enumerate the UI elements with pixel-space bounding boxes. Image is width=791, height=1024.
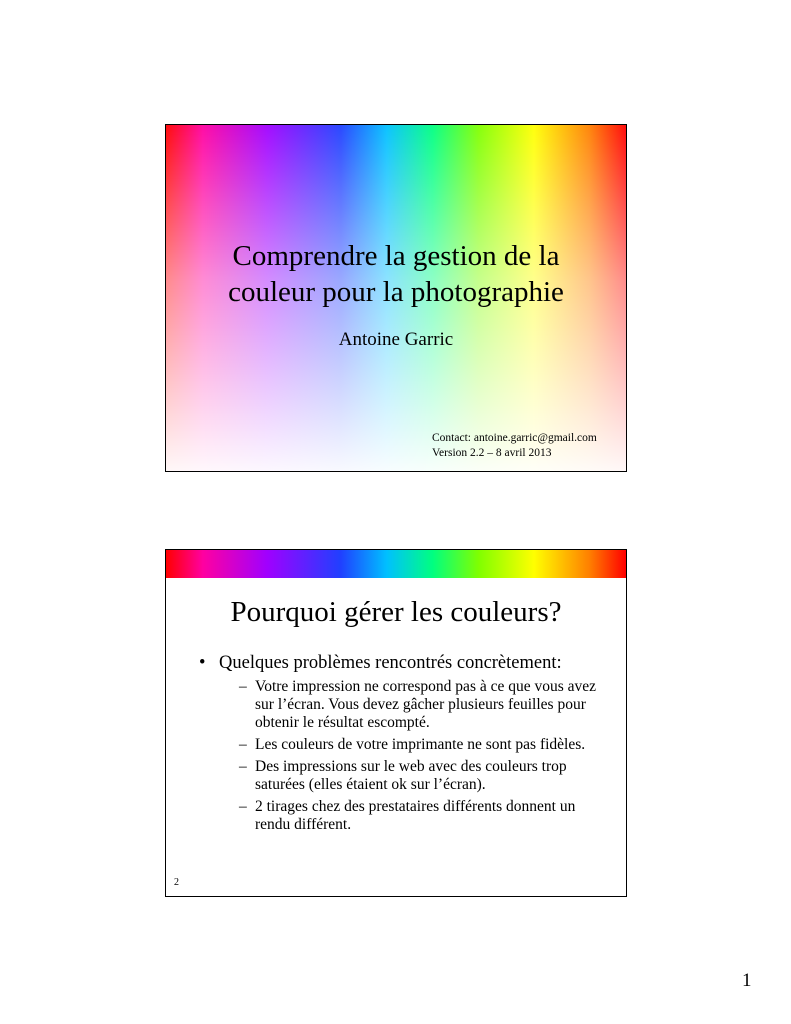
slide-title	[166, 238, 626, 310]
sub-item-text: 2 tirages chez des prestataires différents donnent un rendu différent.	[255, 798, 576, 833]
dash-mark: –	[239, 798, 247, 815]
sub-item	[239, 798, 614, 834]
bullet-list	[199, 652, 614, 838]
author-name: Antoine Garric	[338, 329, 454, 350]
version-date: Version 2.2 – 8 avril 2013	[432, 447, 552, 459]
bullet-item	[199, 652, 614, 674]
sub-item-text: Les couleurs de votre imprimante ne sont pas fidèles.	[255, 736, 586, 753]
title-line-2: couleur pour la photographie	[228, 276, 564, 308]
title-slide	[165, 124, 627, 472]
content-slide	[165, 549, 627, 897]
dash-mark: –	[239, 736, 247, 753]
dash-mark: –	[239, 758, 247, 775]
sub-item	[239, 758, 614, 794]
contact-block	[432, 431, 597, 461]
bullet-mark: •	[199, 653, 206, 673]
title-line-1: Comprendre la gestion de la	[232, 240, 560, 272]
sub-item	[239, 736, 614, 754]
sub-list	[239, 678, 614, 834]
spectrum-band	[166, 550, 626, 578]
slide-title: Pourquoi gérer les couleurs?	[230, 596, 562, 628]
sub-item	[239, 678, 614, 732]
bullet-text: Quelques problèmes rencontrés concrètement:	[219, 653, 562, 673]
page-number: 1	[742, 970, 752, 991]
sub-item-text: Des impressions sur le web avec des couleurs trop saturées (elles étaient ok sur l’écran).	[255, 758, 567, 793]
dash-mark: –	[239, 678, 247, 695]
slide-number: 2	[174, 877, 179, 888]
contact-email: Contact: antoine.garric@gmail.com	[432, 432, 597, 444]
sub-item-text: Votre impression ne correspond pas à ce que vous avez sur l’écran. Vous devez gâcher plusieurs feuilles pour obtenir le résultat escompté.	[255, 678, 597, 731]
